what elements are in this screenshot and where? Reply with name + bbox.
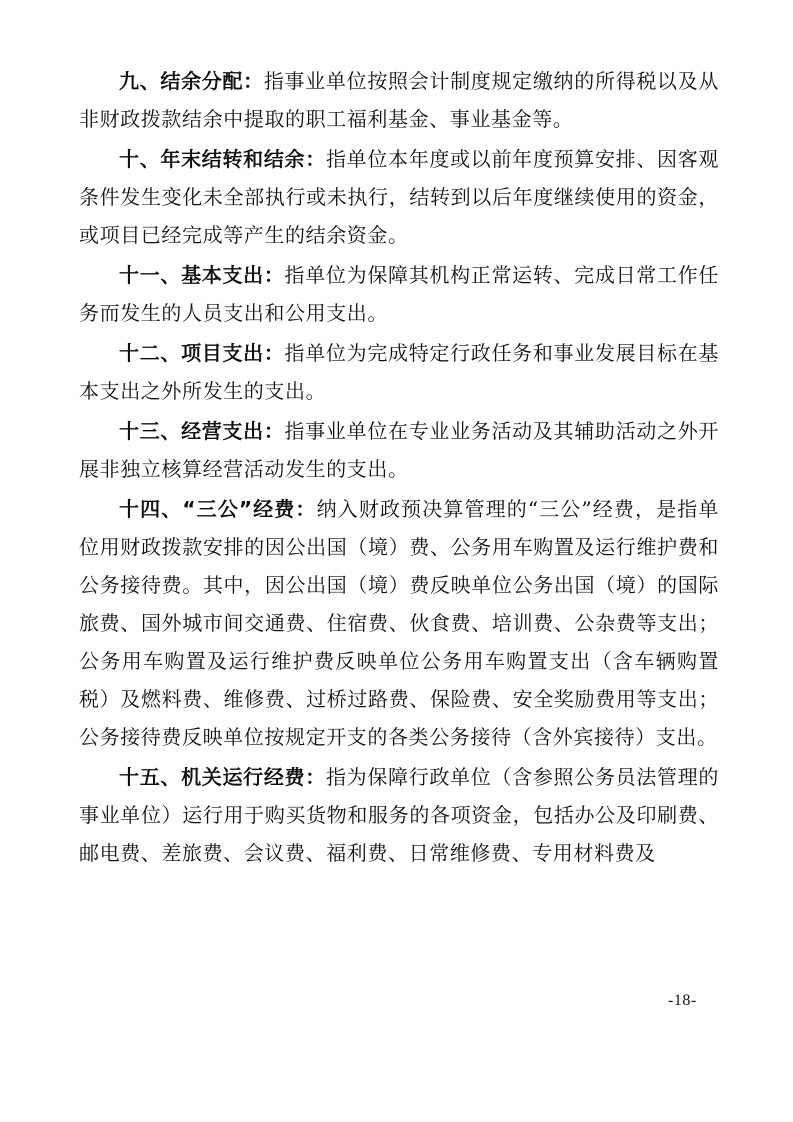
paragraph-surplus-distribution [79,62,719,138]
term-heading: 九、结余分配： [119,69,264,93]
term-definition: 指单位为保障其机构正常运转、完成日常工作任务而发生的人员支出和公用支出。 [79,263,719,325]
document-body [79,62,719,874]
paragraph-basic-expenditure [79,256,719,332]
term-definition: 指事业单位按照会计制度规定缴纳的所得税以及从非财政拨款结余中提取的职工福利基金、事业基金等。 [79,69,720,131]
term-definition: 纳入财政预决算管理的“三公”经费，是指单位用财政拨款安排的因公出国（境）费、公务用车购置及运行维护费和公务接待费。其中，因公出国（境）费反映单位公务出国（境）的国际旅费、国外城市间交通费、住宿费、伙食费、培训费、公杂费等支出；公务用车购置及运行维护费反映单位公务用车购置支出（含车辆购置税）及燃料费、维修费、过桥过路费、保险费、安全奖励费用等支出；公务接待费反映单位按规定开支的各类公务接待（含外宾接待）支出。 [79,497,720,749]
term-heading: 十、年末结转和结余： [119,147,326,171]
term-heading: 十五、机关运行经费： [119,765,326,789]
paragraph-three-public-expenses [79,490,719,756]
term-definition: 指为保障行政单位（含参照公务员法管理的事业单位）运行用于购买货物和服务的各项资金，包括办公及印刷费、邮电费、差旅费、会议费、福利费、日常维修费、专用材料费及 [79,765,720,865]
term-definition: 指单位本年度或以前年度预算安排、因客观条件发生变化未全部执行或未执行，结转到以后年度继续使用的资金，或项目已经完成等产生的结余资金。 [79,147,720,247]
page-number: -18- [668,992,697,1009]
paragraph-project-expenditure [79,334,719,410]
term-heading: 十一、基本支出： [119,263,285,287]
term-heading: 十二、项目支出： [119,341,285,365]
term-definition: 指事业单位在专业业务活动及其辅助活动之外开展非独立核算经营活动发生的支出。 [79,419,719,481]
paragraph-year-end-carryover [79,140,719,254]
term-heading: 十四、“三公”经费： [119,497,317,521]
term-definition: 指单位为完成特定行政任务和事业发展目标在基本支出之外所发生的支出。 [79,341,719,403]
term-heading: 十三、经营支出： [119,419,285,443]
paragraph-agency-operating-funds [79,758,719,872]
paragraph-operating-expenditure [79,412,719,488]
